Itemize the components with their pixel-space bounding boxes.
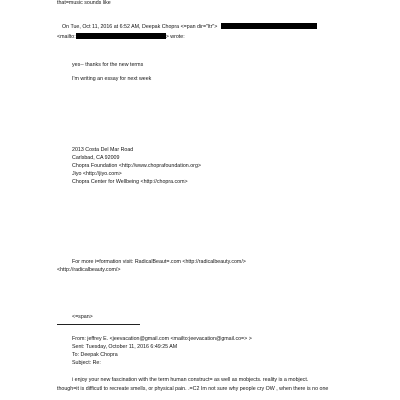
more-info-line1: For more i=formation visit: RadicalBeaut=.com <http://radicalbeauty.com/> <box>72 259 246 265</box>
more-info-line2: <http://radicalbeauty.com/> <box>57 267 121 273</box>
signature-jiyo: Jiyo <http://jiyo.com> <box>72 171 122 177</box>
mailto-prefix: <mailto: <box>57 34 76 40</box>
forward-sent: Sent: Tuesday, October 11, 2016 6:49:25 AM <box>72 344 178 350</box>
divider-rule <box>57 324 140 325</box>
span-tag-text: <=span> <box>72 314 93 320</box>
reply-line1: yes-- thanks for the new terms <box>72 62 144 68</box>
forward-subject: Subject: Re: <box>72 360 101 366</box>
quote-header-line1 <box>62 23 317 30</box>
signature-address2: Carlsbad, CA 92009 <box>72 155 120 161</box>
forward-to: To: Deepak Chopra <box>72 352 118 358</box>
signature-center: Chopra Center for Wellbeing <http://chopra.com> <box>72 179 188 185</box>
body-line2: though=it is difficutl to recreate smells, or physical pain. .=C2 Im not sure why people cry OW , when there is no one <box>57 386 329 392</box>
wrote-suffix: > wrote: <box>165 34 185 40</box>
reply-line2: I'm writing an essay for next week <box>72 76 152 82</box>
redaction-bar <box>76 33 166 39</box>
signature-address1: 2013 Costa Del Mar Road <box>72 147 134 153</box>
top-fragment-text: that=music sounds like <box>57 0 111 6</box>
body-line1: i enjoy your new fascination with the term human construct= as well as mobjects. reality is a mobject. <box>72 377 309 383</box>
signature-foundation: Chopra Foundation <http://www.choprafoundation.org> <box>72 163 201 169</box>
quote-header-line2 <box>57 33 185 40</box>
quote-header-text: On Tue, Oct 11, 2016 at 6:52 AM, Deepak Chopra <=pan dir="ltr"> <box>62 24 218 30</box>
forward-from: From: jeffrey E. <jeevacation@gmail.com <mailto:jeevacation@gmail.co=> > <box>72 336 252 342</box>
redaction-bar <box>221 23 317 29</box>
